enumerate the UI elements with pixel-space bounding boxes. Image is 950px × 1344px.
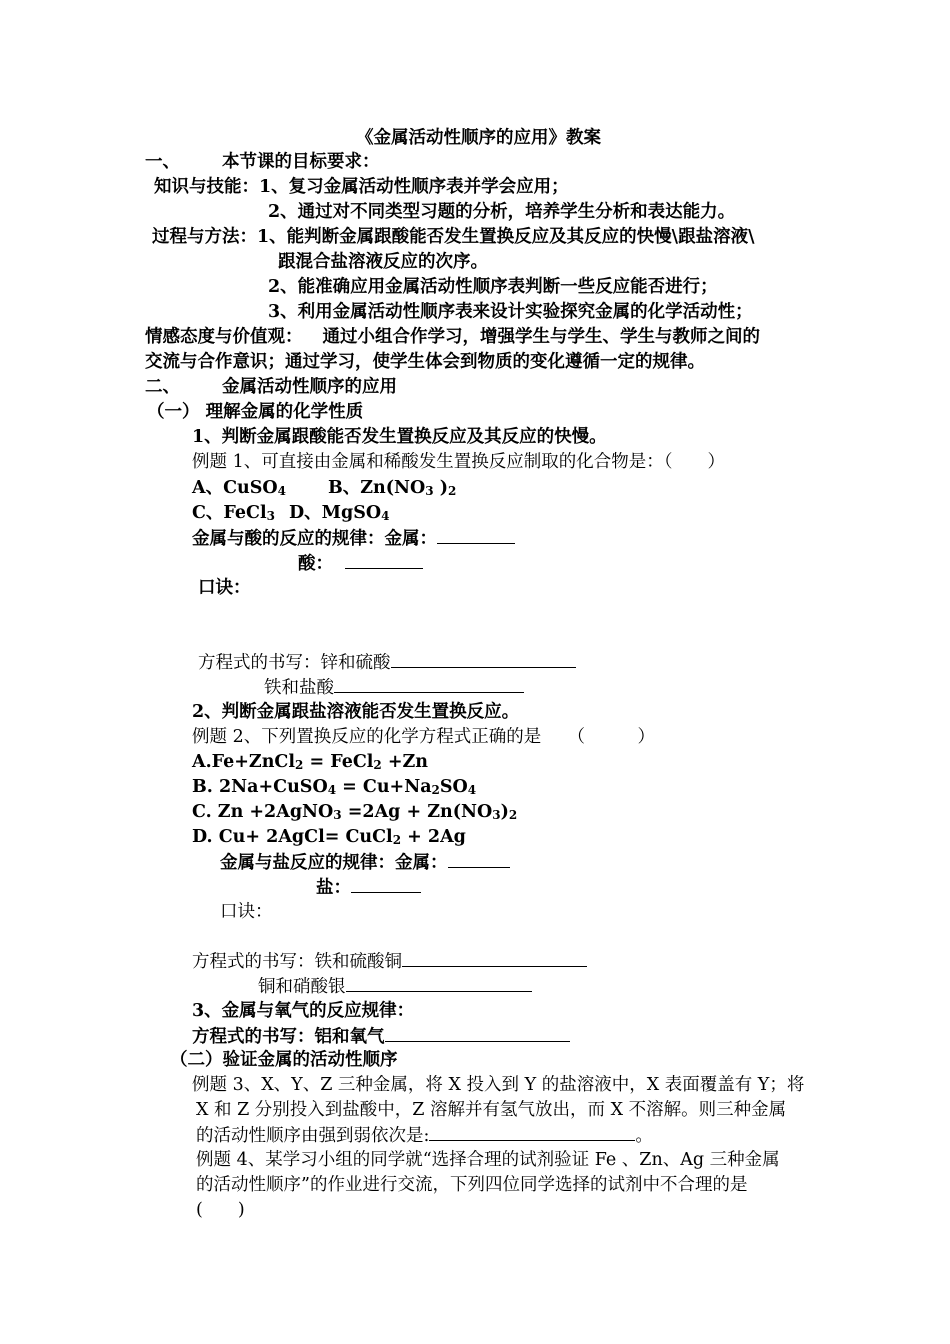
process-label: 过程与方法：	[152, 227, 257, 247]
acid-blank[interactable]	[345, 551, 423, 569]
acid-rule-label: 金属与酸的反应的规律：金属：	[192, 529, 437, 549]
section-2-title: 金属活动性顺序的应用	[222, 377, 397, 397]
example-3-line-1: 例题 3、X、Y、Z 三种金属，将 X 投入到 Y 的盐溶液中，X 表面覆盖有 Y；将	[192, 1075, 805, 1095]
mnemonic-1: 口诀：	[198, 578, 251, 598]
emotion-line-2: 交流与合作意识；通过学习，使学生体会到物质的变化遵循一定的规律。	[145, 352, 705, 372]
example-1-options-ab	[192, 476, 456, 500]
option-2c: C. Zn +2AgNO$_3$ $=2Ag + Zn(NO_3)_2$	[192, 802, 518, 822]
al-o2-blank[interactable]	[385, 1024, 570, 1042]
example-2-question: 例题 2、下列置换反应的化学方程式正确的是 （ ）	[192, 727, 655, 747]
heading-salt-reaction: 2、判断金属跟盐溶液能否发生置换反应。	[192, 702, 520, 722]
example-3-line-3	[196, 1123, 653, 1148]
part-1-title: （一） 理解金属的化学性质	[147, 402, 364, 422]
process-item-2: 2、能准确应用金属活动性顺序表判断一些反应能否进行；	[268, 277, 718, 297]
option-2b: B. 2Na+CuSO$_4$ = $Cu+Na_2SO_4$	[192, 777, 477, 797]
equation-copper-silver-nitrate	[258, 974, 532, 999]
doc-title: 《金属活动性顺序的应用》教案	[356, 128, 601, 148]
salt-label: 盐：	[316, 878, 351, 898]
example-4-line-3: ( )	[196, 1200, 245, 1220]
acid-rule-line	[192, 526, 515, 551]
section-1-heading	[145, 150, 380, 174]
activity-order-blank[interactable]	[429, 1123, 635, 1141]
option-b: B、$Zn(NO_3$ )$_2$	[327, 478, 457, 498]
equation-label-3: 方程式的书写：铝和氧气	[192, 1027, 385, 1047]
emotion-label: 情感态度与价值观：	[145, 327, 303, 347]
iron-acid-blank[interactable]	[334, 675, 524, 693]
cu-agno3-label: 铜和硝酸银	[258, 977, 346, 997]
example-1-question: 例题 1、可直接由金属和稀酸发生置换反应制取的化合物是：（ ）	[192, 452, 725, 472]
equation-label-1: 方程式的书写：锌和硫酸	[198, 653, 391, 673]
option-a: A、CuSO$_4$	[192, 478, 286, 498]
acid-label: 酸：	[298, 554, 333, 574]
process-line-1	[152, 225, 754, 249]
section-2-heading	[145, 375, 397, 399]
equation-iron-copper-sulfate	[192, 949, 587, 974]
knowledge-item-2: 2、通过对不同类型习题的分析，培养学生分析和表达能力。	[268, 202, 736, 222]
iron-cuso4-blank[interactable]	[402, 949, 587, 967]
emotion-text-1: 通过小组合作学习，增强学生与学生、学生与教师之间的	[322, 327, 760, 347]
example-4-line-1: 例题 4、某学习小组的同学就“选择合理的试剂验证 Fe 、Zn、Ag 三种金属	[196, 1150, 780, 1170]
salt-rule-label: 金属与盐反应的规律：金属：	[220, 853, 448, 873]
option-c: C、FeCl$_3$	[192, 503, 275, 523]
knowledge-line-1	[154, 175, 569, 199]
salt-metal-blank[interactable]	[448, 850, 510, 868]
heading-oxygen-reaction: 3、金属与氧气的反应规律：	[192, 1001, 415, 1021]
emotion-line-1	[145, 325, 760, 349]
option-2d: D. Cu+ 2AgCl= CuCl$_2$ + 2Ag	[192, 827, 466, 847]
process-item-3: 3、利用金属活动性顺序表来设计实验探究金属的化学活动性；	[268, 302, 753, 322]
salt-line	[316, 875, 421, 900]
section-2-number: 二、	[145, 377, 180, 397]
example-4-line-2: 的活动性顺序”的作业进行交流，下列四位同学选择的试剂中不合理的是	[196, 1175, 748, 1195]
section-1-title: 本节课的目标要求：	[222, 152, 380, 172]
section-1-number: 一、	[145, 152, 180, 172]
equation-label-2: 方程式的书写：铁和硫酸铜	[192, 952, 402, 972]
heading-acid-reaction: 1、判断金属跟酸能否发生置换反应及其反应的快慢。	[192, 427, 607, 447]
example-1-options-cd	[192, 501, 390, 525]
mnemonic-2: 口诀：	[220, 902, 273, 922]
option-d: D、MgSO$_4$	[288, 503, 390, 523]
part-2-title: （二）验证金属的活动性顺序	[170, 1050, 398, 1070]
example-3-end: 。	[635, 1126, 653, 1146]
process-item-1a: 1、能判断金属跟酸能否发生置换反应及其反应的快慢\跟盐溶液\	[257, 227, 755, 247]
cu-agno3-blank[interactable]	[346, 974, 532, 992]
salt-rule-line	[220, 850, 510, 875]
acid-line	[298, 551, 423, 576]
salt-blank[interactable]	[351, 875, 421, 893]
example-3-line-2: X 和 Z 分别投入到盐酸中，Z 溶解并有氢气放出，而 X 不溶解。则三种金属	[196, 1100, 787, 1120]
zinc-acid-blank[interactable]	[391, 650, 576, 668]
equation-iron-hcl	[264, 675, 524, 700]
equation-aluminium-oxygen	[192, 1024, 570, 1049]
iron-hcl-label: 铁和盐酸	[264, 678, 334, 698]
option-2a: A.Fe+ZnCl$_2$ = FeCl$_2$ +Zn	[192, 752, 429, 772]
process-item-1b: 跟混合盐溶液反应的次序。	[278, 252, 488, 272]
knowledge-label: 知识与技能：	[154, 177, 259, 197]
knowledge-item-1: 1、复习金属活动性顺序表并学会应用；	[259, 177, 569, 197]
equation-zinc-sulfuric	[198, 650, 576, 675]
acid-metal-blank[interactable]	[437, 526, 515, 544]
example-3-text: 的活动性顺序由强到弱依次是:	[196, 1126, 430, 1146]
